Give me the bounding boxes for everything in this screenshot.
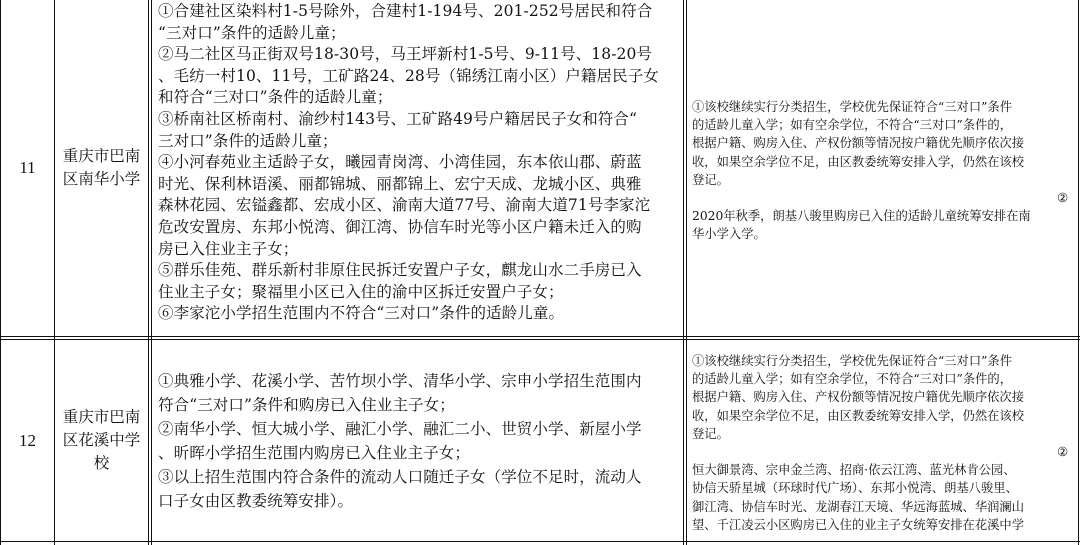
zone-line: ①合建社区染料村1-5号除外，合建村1-194号、201-252号居民和符合 <box>158 2 653 20</box>
school-name <box>55 145 148 191</box>
remark-line: 华小学入学。 <box>692 227 766 242</box>
remark-line: 登记。 <box>692 426 729 441</box>
zone-line: 危改安置房、东邦小悦湾、御江湾、协信车时光等小区户籍未迁入的购 <box>158 217 642 236</box>
zone-line: 三对口”条件的适龄儿童； <box>158 131 338 150</box>
remark-line: 恒大御景湾、宗申金兰湾、招商·依云江湾、蓝光林肯公园、 <box>692 463 1016 478</box>
remark-line: 的适龄儿童入学；如有空余学位，不符合“三对口”条件的， <box>692 118 1012 133</box>
school-name-line: 重庆市巴南 <box>62 408 141 426</box>
remark-line: 根据户籍、购房入住、产权份额等情况按户籍优先顺序依次接 <box>692 136 1025 151</box>
remark-line: 2020年秋季，朗基八骏里购房已入住的适龄儿童统筹安排在南 <box>692 209 1031 224</box>
row-number <box>1 340 54 541</box>
table-border-bottom <box>0 541 1080 542</box>
remarks-cell <box>687 340 1078 541</box>
zone-line: 口子女由区教委统筹安排）。 <box>158 492 354 510</box>
zone-line: 时光、保利林语溪、丽都锦城、丽都锦上、宏宁天成、龙城小区、典雅 <box>158 174 642 193</box>
zone-line: ③桥南社区桥南村、渝纱村143号、工矿路49号户籍居民子女和符合“ <box>158 109 638 128</box>
zone-line: 住业主子女；聚福里小区已入住的渝中区拆迁安置户子女； <box>158 282 564 301</box>
enrollment-zone-cell <box>152 340 683 541</box>
remark-line: 收，如果空余学位不足，由区教委统筹安排入学，仍然在该校 <box>692 154 1025 169</box>
row-number-text: 11 <box>19 158 36 177</box>
remark-line: 收，如果空余学位不足，由区教委统筹安排入学，仍然在该校 <box>692 408 1025 423</box>
zone-line: 房已入住业主子女； <box>158 239 299 258</box>
zone-line: 和符合“三对口”条件的适龄儿童； <box>158 88 393 107</box>
remark-line: 协信天骄星城（环球时代广场）、东邦小悦湾、朗基八骏里、 <box>692 481 1018 496</box>
zone-line: ②南华小学、恒大城小学、融汇小学、融汇二小、世贸小学、新屋小学 <box>158 420 642 438</box>
school-name-line: 重庆市巴南 <box>62 147 141 165</box>
zone-line: ⑤群乐佳苑、群乐新村非原住民拆迁安置户子女，麒龙山水二手房已入 <box>158 261 642 280</box>
school-name-line: 区南华小学 <box>62 170 141 188</box>
school-name <box>55 406 148 475</box>
zone-line: 森林花园、宏镒鑫都、宏成小区、渝南大道77号、渝南大道71号李家沱 <box>158 196 651 215</box>
remark-line: ①该校继续实行分类招生，学校优先保证符合“三对口”条件 <box>692 100 1012 114</box>
remark-line: ①该校继续实行分类招生，学校优先保证符合“三对口”条件 <box>692 354 1012 368</box>
remark-line: 望、千江凌云小区购房已入住的业主子女统筹安排在花溪中学 <box>692 517 1025 532</box>
zone-line: “三对口”条件的适龄儿童； <box>158 23 346 42</box>
zone-line: ⑥李家沱小学招生范围内不符合“三对口”条件的适龄儿童。 <box>158 304 565 323</box>
remark-line: 登记。 <box>692 172 729 187</box>
remark-line: 的适龄儿童入学；如有空余学位，不符合“三对口”条件的， <box>692 372 1012 387</box>
school-name-line: 区花溪中学 <box>62 431 141 449</box>
zone-line: 、毛纺一村10、11号，工矿路24、28号（锦绣江南小区）户籍居民子女 <box>158 66 659 85</box>
row-number-text: 12 <box>19 430 36 450</box>
remark-line: ② <box>1056 445 1068 460</box>
remark-line: 根据户籍、购房入住、产权份额等情况按户籍优先顺序依次接 <box>692 390 1025 405</box>
enrollment-zone-cell <box>152 0 683 336</box>
zone-line: ②马二社区马正街双号18-30号，马王坪新村1-5号、9-11号、18-20号 <box>158 45 653 64</box>
remark-line: 御江湾、协信车时光、龙湖春江天境、华远海蓝城、华润澜山 <box>692 499 1025 514</box>
zone-line: 符合“三对口”条件和购房已入住业主子女； <box>158 396 455 414</box>
school-name-line: 校 <box>93 454 110 472</box>
table-border-right <box>1078 0 1079 545</box>
zone-line: ④小河春苑业主适龄子女，曦园青岗湾、小湾佳园，东本依山郡、蔚蓝 <box>158 153 642 172</box>
zone-line: ①典雅小学、花溪小学、苦竹坝小学、清华小学、宗申小学招生范围内 <box>158 372 642 390</box>
zone-line: 、昕晖小学招生范围内购房已入住业主子女； <box>158 444 471 462</box>
remark-line: ② <box>1056 191 1068 206</box>
school-name-cell <box>55 0 148 336</box>
row-number <box>1 0 54 336</box>
zone-line: ③以上招生范围内符合条件的流动人口随迁子女（学位不足时，流动人 <box>158 468 642 486</box>
school-name-cell <box>55 340 148 541</box>
remarks-cell <box>687 0 1078 336</box>
